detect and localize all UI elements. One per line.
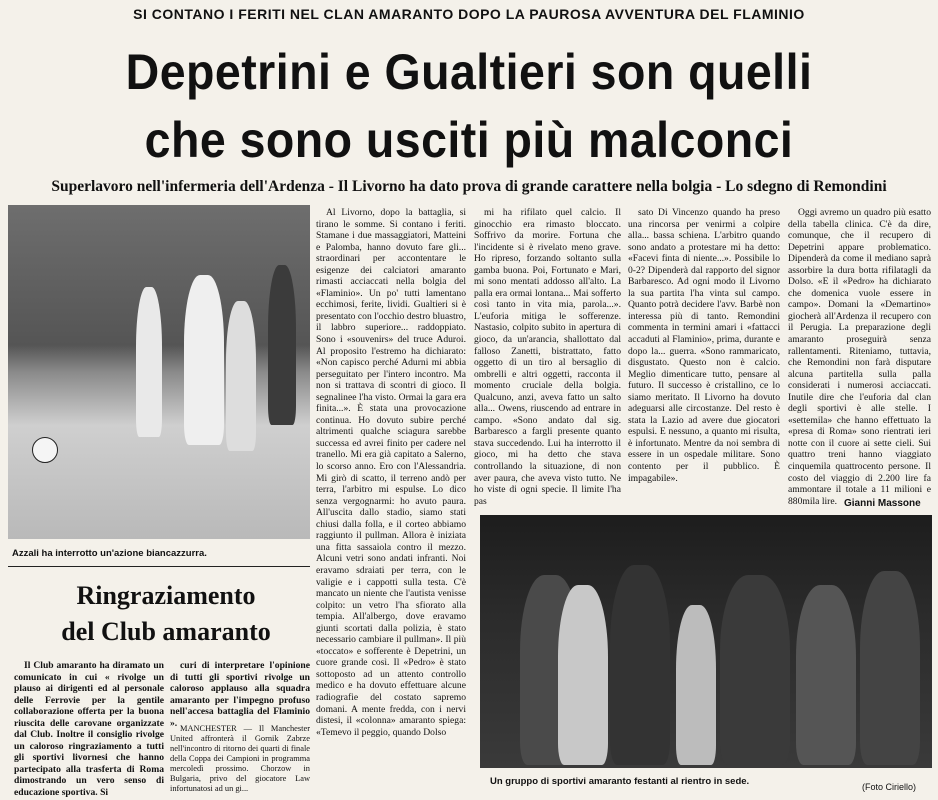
box-column-1: Il Club amaranto ha diramato un comunicato in cui « rivolge un plauso ai dirigenti ed al personale delle Ferrovie per la gentile collaborazione offerta per la buona riuscita delle carovane organizzate dal Club. Inoltre il consiglio rivolge un caloroso ringraziamento a tutti gli sportivi livornesi che hanno partecipato alla trasferta di Roma dimostrando un vero senso di educazione sportiva. Si [14, 660, 164, 799]
byline: Gianni Massone [844, 498, 921, 509]
photo1-caption: Azzali ha interrotto un'azione biancazzurra. [12, 548, 207, 559]
football-action-photo [8, 205, 310, 539]
fans-photo [480, 515, 932, 768]
kicker: SI CONTANO I FERITI NEL CLAN AMARANTO DOPO LA PAUROSA AVVENTURA DEL FLAMINIO [133, 6, 805, 22]
article-column-1: Al Livorno, dopo la battaglia, si tirano le somme. Si contano i feriti. Stamane i due massaggiatori, Matteini e Palomba, hanno dovuto fare gli... straordinari per accontentare le esigenze dei calciatori amaranto rimasti acciaccati nella bolgia del «Flaminio». Un po' tutti lamentano ecchimosi, ferite, lividi. Gualtieri si è presentato con l'occhio destro bluastro, il labbro superiore... raddoppiato. Sono i «souvenirs» del truce Aduroi. Al proposito l'estremo ha dichiarato: «Non capisco perché Adurni mi abbia perseguitato per l'intero incontro. Ma non si trattava di scontri di gioco. Il segnalinee l'ha visto. Ormai la gara era finita...». È stata una provocazione continua. Ho dovuto subire perché altrimenti qualche sciagura sarebbe successa ed avrei finito per cadere nel tranello. Mi era già capitato a Salerno, lo scorso anno. Ero con l'Alessandria. Mi girò di scatto, il terreno andò per terra, l'arbitro mi espulse. Lo dico senza vergognarmi: ho avuto paura. All'uscita dallo stadio, siamo stati chiusi dalla folla, e il corteo abbiamo raggiunto il pullman. Allora è iniziata una fitta sassaiola contro il mezzo. Alcuni vetri sono andati infranti. Noi eravamo sdraiati per terra, con le valigie e i cappotti sulla testa. C'è mancato un niente che l'autista venisse colpito: un vetro l'ha sfiorato alla tempia. All'albergo, dove eravamo giunti scortati dalla polizia, è stato necessario cambiare il pullman». Il più «toccato» e sofferente è Depetrini, un cuore grande così. Il «Pedro» è stato sottoposto ad un attento controllo medico e ha dovuto effettuare alcune radiografie del costato sapremo domani. A mente fredda, con i nervi distesi, il «colonna» amaranto spiega: «Temevo il peggio, quando Dolso [316, 207, 466, 738]
article-column-4: Oggi avremo un quadro più esatto della tabella clinica. C'è da dire, comunque, che il recupero di Depetrini appare problematico. Dipenderà da come il mediano saprà assorbire la dura botta rifilatagli da Dolso. «E il «Pedro» ha dichiarato che domenica vuole essere in campo». Domani la «Demartino» giocherà all'Ardenza il recupero con il Perugia. La preparazione degli amaranto proseguirà senza rallentamenti. Riteniamo, tuttavia, che Remondini non farà disputare alcuna partitella sulla palla considerati i numerosi acciaccati. Inutile dire che l'euforia dal clan degli sportivi è alle stelle. I «settemila» che hanno effettuato la «presa di Roma» sono rientrati ieri notte con il cuore ai sette cieli. Sui quattro treni hanno viaggiato cinquemila quattrocento persone. Il costo del viaggio di 2.200 lire fa ammontare il totale a 11 milioni e 880mila lire. [788, 207, 931, 507]
box-divider [8, 566, 310, 567]
box-title: Ringraziamento del Club amaranto [61, 581, 271, 646]
article-column-3: sato Di Vincenzo quando ha preso una rincorsa per venirmi a colpire alla... bassa schiena. L'arbitro quando sono andato a protestare mi ha detto: «Facevi finta di niente...». Possibile lo 0-2? Dipenderà dal rapporto del signor Barbaresco. Ad ogni modo il Livorno la sua partita l'ha vinta sul campo. Quanto potrà decidere l'avv. Barbè non interessa più di tanto. Remondini commenta in termini amari i «fattacci accaduti al Flaminio», prima, durante e dopo la... guerra. «Sono rammaricato, disgustato. Questo non è calcio. Meglio dimenticare tutto, pensare al futuro. Il successo è cristallino, ce lo siamo meritato. Il Livorno ha dovuto adeguarsi alle circostanze. Del resto è stata la Lazio ad avere due giocatori espulsi. E nessuno, a quanto mi risulta, è infortunato. Mentre da noi sembra di essere in un ospedale militare. Sono contento per il pubblico. È impagabile». [628, 207, 780, 484]
subheadline: Superlavoro nell'infermeria dell'Ardenza - Il Livorno ha dato prova di grande carattere nella bolgia - Lo sdegno di Remondini [51, 178, 887, 195]
manchester-brief: MANCHESTER — Il Manchester United affronterà il Gornik Zabrze nell'incontro di ritorno dei quarti di finale della Coppa dei Campioni in programma mercoledì prossimo. Chorzow in Bulgaria, privo del giocatore Law infortunatosi ad un gi... [170, 724, 310, 793]
photo-credit: (Foto Ciriello) [862, 782, 917, 792]
headline-line-2: che sono usciti più malconci [144, 112, 794, 168]
photo2-caption: Un gruppo di sportivi amaranto festanti al rientro in sede. [490, 776, 750, 787]
article-column-2: mi ha rifilato quel calcio. Il ginocchio era rimasto bloccato. Soffrivo da morire. Fortuna che l'incidente si è rivelato meno grave. Ho ripreso, forzando soltanto sulla gamba buona. Poi, Fortunato e Mari, mi sono mentati addosso all'alto. La palla era ormai lontana... Mai sofferto così tanto in vita mia, parola...». L'euforia mitiga le sofferenze. Nastasio, colpito subito in apertura di gioco, da un'arancia, shallottato dal falloso Zanetti, bistrattato, fatto oggetto di un tiro al bersaglio di ombrelli e altri oggetti, racconta il momento cruciale della bolgia. Qualcuno, anzi, aveva fatto un salto alla... Owens, riuscendo ad entrare in campo. «Sono andato dal sig. Barbaresco a fargli presente quanto stava succedendo. Lui ha interrotto il gioco, mi ha detto che stava controllando la situazione, di non aver paura, che aveva visto tutto. Ne ho viste di ogni specie. Il limite l'ha pas [474, 207, 621, 507]
box-column-2: curi di interpretare l'opinione di tutti gli sportivi rivolge un caloroso applauso alla squadra amaranto per l'impegno profuso nell'accesa battaglia del Flaminio ». [170, 660, 310, 729]
headline-line-1: Depetrini e Gualtieri son quelli [125, 44, 813, 100]
